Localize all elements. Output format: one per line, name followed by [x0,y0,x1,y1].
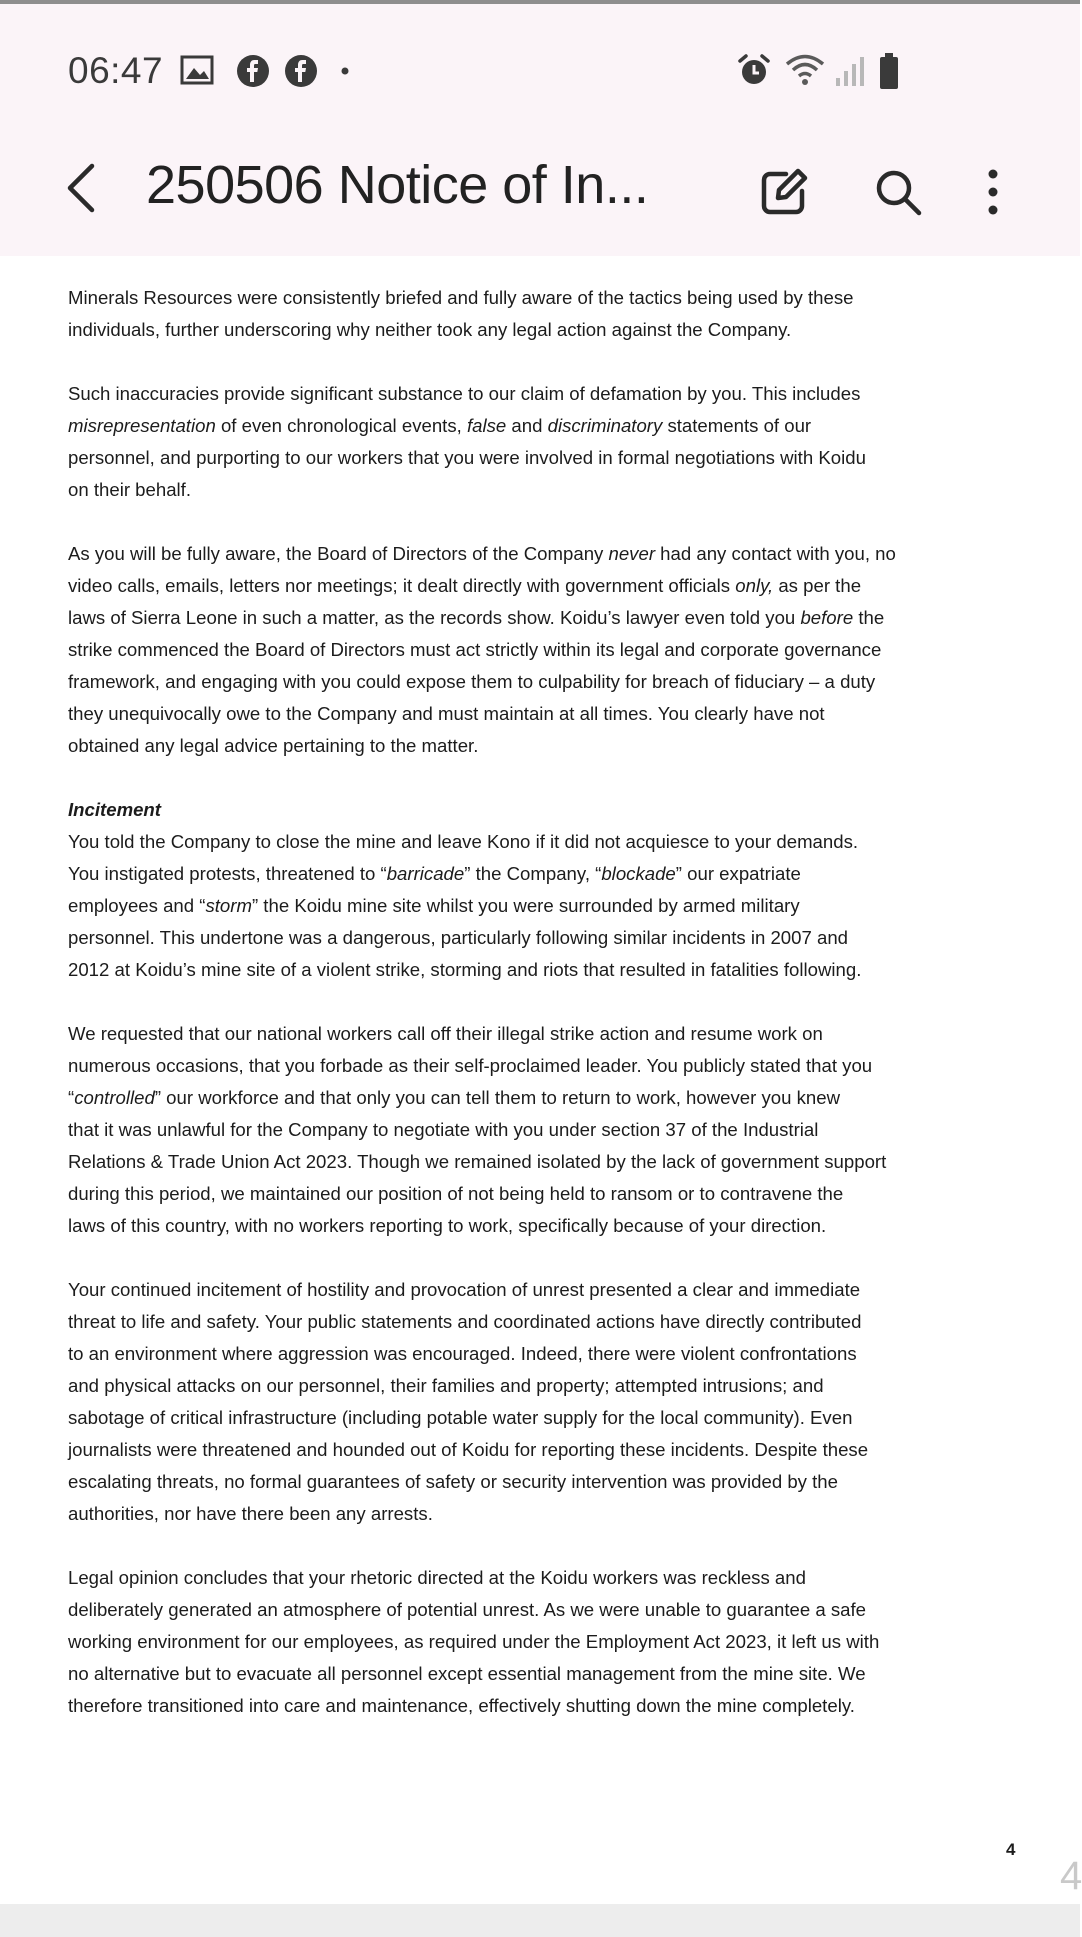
text-line [68,410,1018,442]
text-line [68,570,1018,602]
text-span: of even chronological events, [215,415,467,436]
document-content [68,282,1018,1754]
text-line: they unequivocally owe to the Company and must maintain at all times. You clearly have not [68,703,825,724]
paragraph [68,1274,1018,1530]
text-span: ” the Company, “ [464,863,602,884]
text-span: and [506,415,548,436]
text-span: ” our expatriate [675,863,801,884]
search-icon [872,166,924,218]
signal-icon [834,52,866,88]
text-line: Your continued incitement of hostility and provocation of unrest presented a clear and immediate [68,1279,861,1300]
italic-text: only, [735,575,774,596]
document-page[interactable] [0,256,1080,1904]
text-line: during this period, we maintained our position of not being held to ransom or to contravene the [68,1183,844,1204]
text-span: had any contact with you, no [655,543,896,564]
battery-icon [878,52,900,90]
text-line [68,890,1018,922]
text-span: as per the [773,575,862,596]
back-button[interactable] [58,158,106,218]
document-title: 250506 Notice of In... [146,155,649,215]
edit-button[interactable] [758,166,810,218]
italic-text: controlled [74,1087,155,1108]
text-line: to an environment where aggression was encouraged. Indeed, there were violent confrontations [68,1343,857,1364]
facebook-icon [284,54,318,88]
edit-icon [758,166,810,218]
text-line: deliberately generated an atmosphere of potential unrest. As we were unable to guarantee a safe [68,1599,866,1620]
text-span: statements of our [662,415,812,436]
text-span: “ [68,1087,75,1108]
italic-text: barricade [386,863,465,884]
paragraph [68,538,1018,762]
italic-text: before [800,607,854,628]
paragraph [68,1018,1018,1242]
more-options-button[interactable] [978,164,1008,220]
text-line: obtained any legal advice pertaining to the matter. [68,735,479,756]
text-span: video calls, emails, letters nor meetings; it dealt directly with government officials [68,575,736,596]
text-line [68,1082,1018,1114]
text-line: therefore transitioned into care and maintenance, effectively shutting down the mine completely. [68,1695,855,1716]
italic-text: discriminatory [547,415,663,436]
text-span: employees and “ [68,895,206,916]
more-vert-icon [978,164,1008,220]
wifi-icon [784,52,826,88]
gallery-icon [180,54,214,86]
text-span: You instigated protests, threatened to “ [68,863,387,884]
text-line: personnel. This undertone was a dangerous, particularly following similar incidents in 2007 and [68,927,849,948]
paragraph [68,826,1018,986]
text-span: laws of Sierra Leone in such a matter, as the records show. Koidu’s lawyer even told you [68,607,801,628]
text-line: journalists were threatened and hounded out of Koidu for reporting these incidents. Despite these [68,1439,869,1460]
italic-text: blockade [601,863,676,884]
text-line: Relations & Trade Union Act 2023. Though we remained isolated by the lack of government support [68,1151,887,1172]
text-line: on their behalf. [68,479,192,500]
text-line [68,858,1018,890]
text-line: framework, and engaging with you could expose them to culpability for breach of fiduciary – a duty [68,671,876,692]
app-bar [0,4,1080,256]
text-line [68,602,1018,634]
text-line: You told the Company to close the mine and leave Kono if it did not acquiesce to your demands. [68,831,859,852]
text-line: that it was unlawful for the Company to negotiate with you under section 37 of the Industrial [68,1119,819,1140]
italic-text: misrepresentation [68,415,216,436]
text-line: Minerals Resources were consistently briefed and fully aware of the tactics being used by these [68,287,854,308]
text-line: individuals, further underscoring why neither took any legal action against the Company. [68,319,792,340]
title-row [0,144,1080,234]
text-line: strike commenced the Board of Directors must act strictly within its legal and corporate governance [68,639,882,660]
italic-text: never [608,543,656,564]
dot-icon [340,66,350,76]
text-span: ” our workforce and that only you can tell them to return to work, however you knew [154,1087,841,1108]
text-span: As you will be fully aware, the Board of Directors of the Company [68,543,609,564]
facebook-icon [236,54,270,88]
text-span: ” the Koidu mine site whilst you were surrounded by armed military [251,895,800,916]
status-time: 06:47 [68,50,164,91]
text-line: authorities, nor have there been any arrests. [68,1503,433,1524]
section-heading: Incitement [68,799,161,820]
next-page-number: 4 [1060,1854,1082,1898]
text-line: personnel, and purporting to our workers that you were involved in formal negotiations with Koidu [68,447,866,468]
text-line: no alternative but to evacuate all personnel except essential management from the mine site. We [68,1663,866,1684]
alarm-icon [736,52,772,88]
text-line: threat to life and safety. Your public statements and coordinated actions have directly contributed [68,1311,862,1332]
italic-text: storm [205,895,252,916]
text-line: 2012 at Koidu’s mine site of a violent strike, storming and riots that resulted in fatalities following. [68,959,862,980]
text-line: numerous occasions, that you forbade as their self-proclaimed leader. You publicly stated that you [68,1055,873,1076]
text-line: Legal opinion concludes that your rhetoric directed at the Koidu workers was reckless and [68,1567,806,1588]
text-line: and physical attacks on our personnel, their families and property; attempted intrusions; and [68,1375,824,1396]
paragraph [68,1562,1018,1722]
chevron-left-icon [58,158,106,218]
search-button[interactable] [872,166,924,218]
paragraph [68,378,1018,506]
page-number: 4 [1006,1840,1016,1859]
text-line: sabotage of critical infrastructure (including potable water supply for the local community). Even [68,1407,853,1428]
text-line: working environment for our employees, as required under the Employment Act 2023, it left us with [68,1631,880,1652]
status-bar [0,32,1080,112]
text-line: Such inaccuracies provide significant substance to our claim of defamation by you. This includes [68,383,861,404]
text-line [68,538,1018,570]
text-line: laws of this country, with no workers reporting to work, specifically because of your direction. [68,1215,827,1236]
bottom-strip [0,1904,1080,1937]
text-line: We requested that our national workers call off their illegal strike action and resume work on [68,1023,823,1044]
text-span: the [853,607,885,628]
text-line: escalating threats, no formal guarantees of safety or security intervention was provided by the [68,1471,838,1492]
italic-text: false [466,415,507,436]
paragraph [68,282,1018,346]
